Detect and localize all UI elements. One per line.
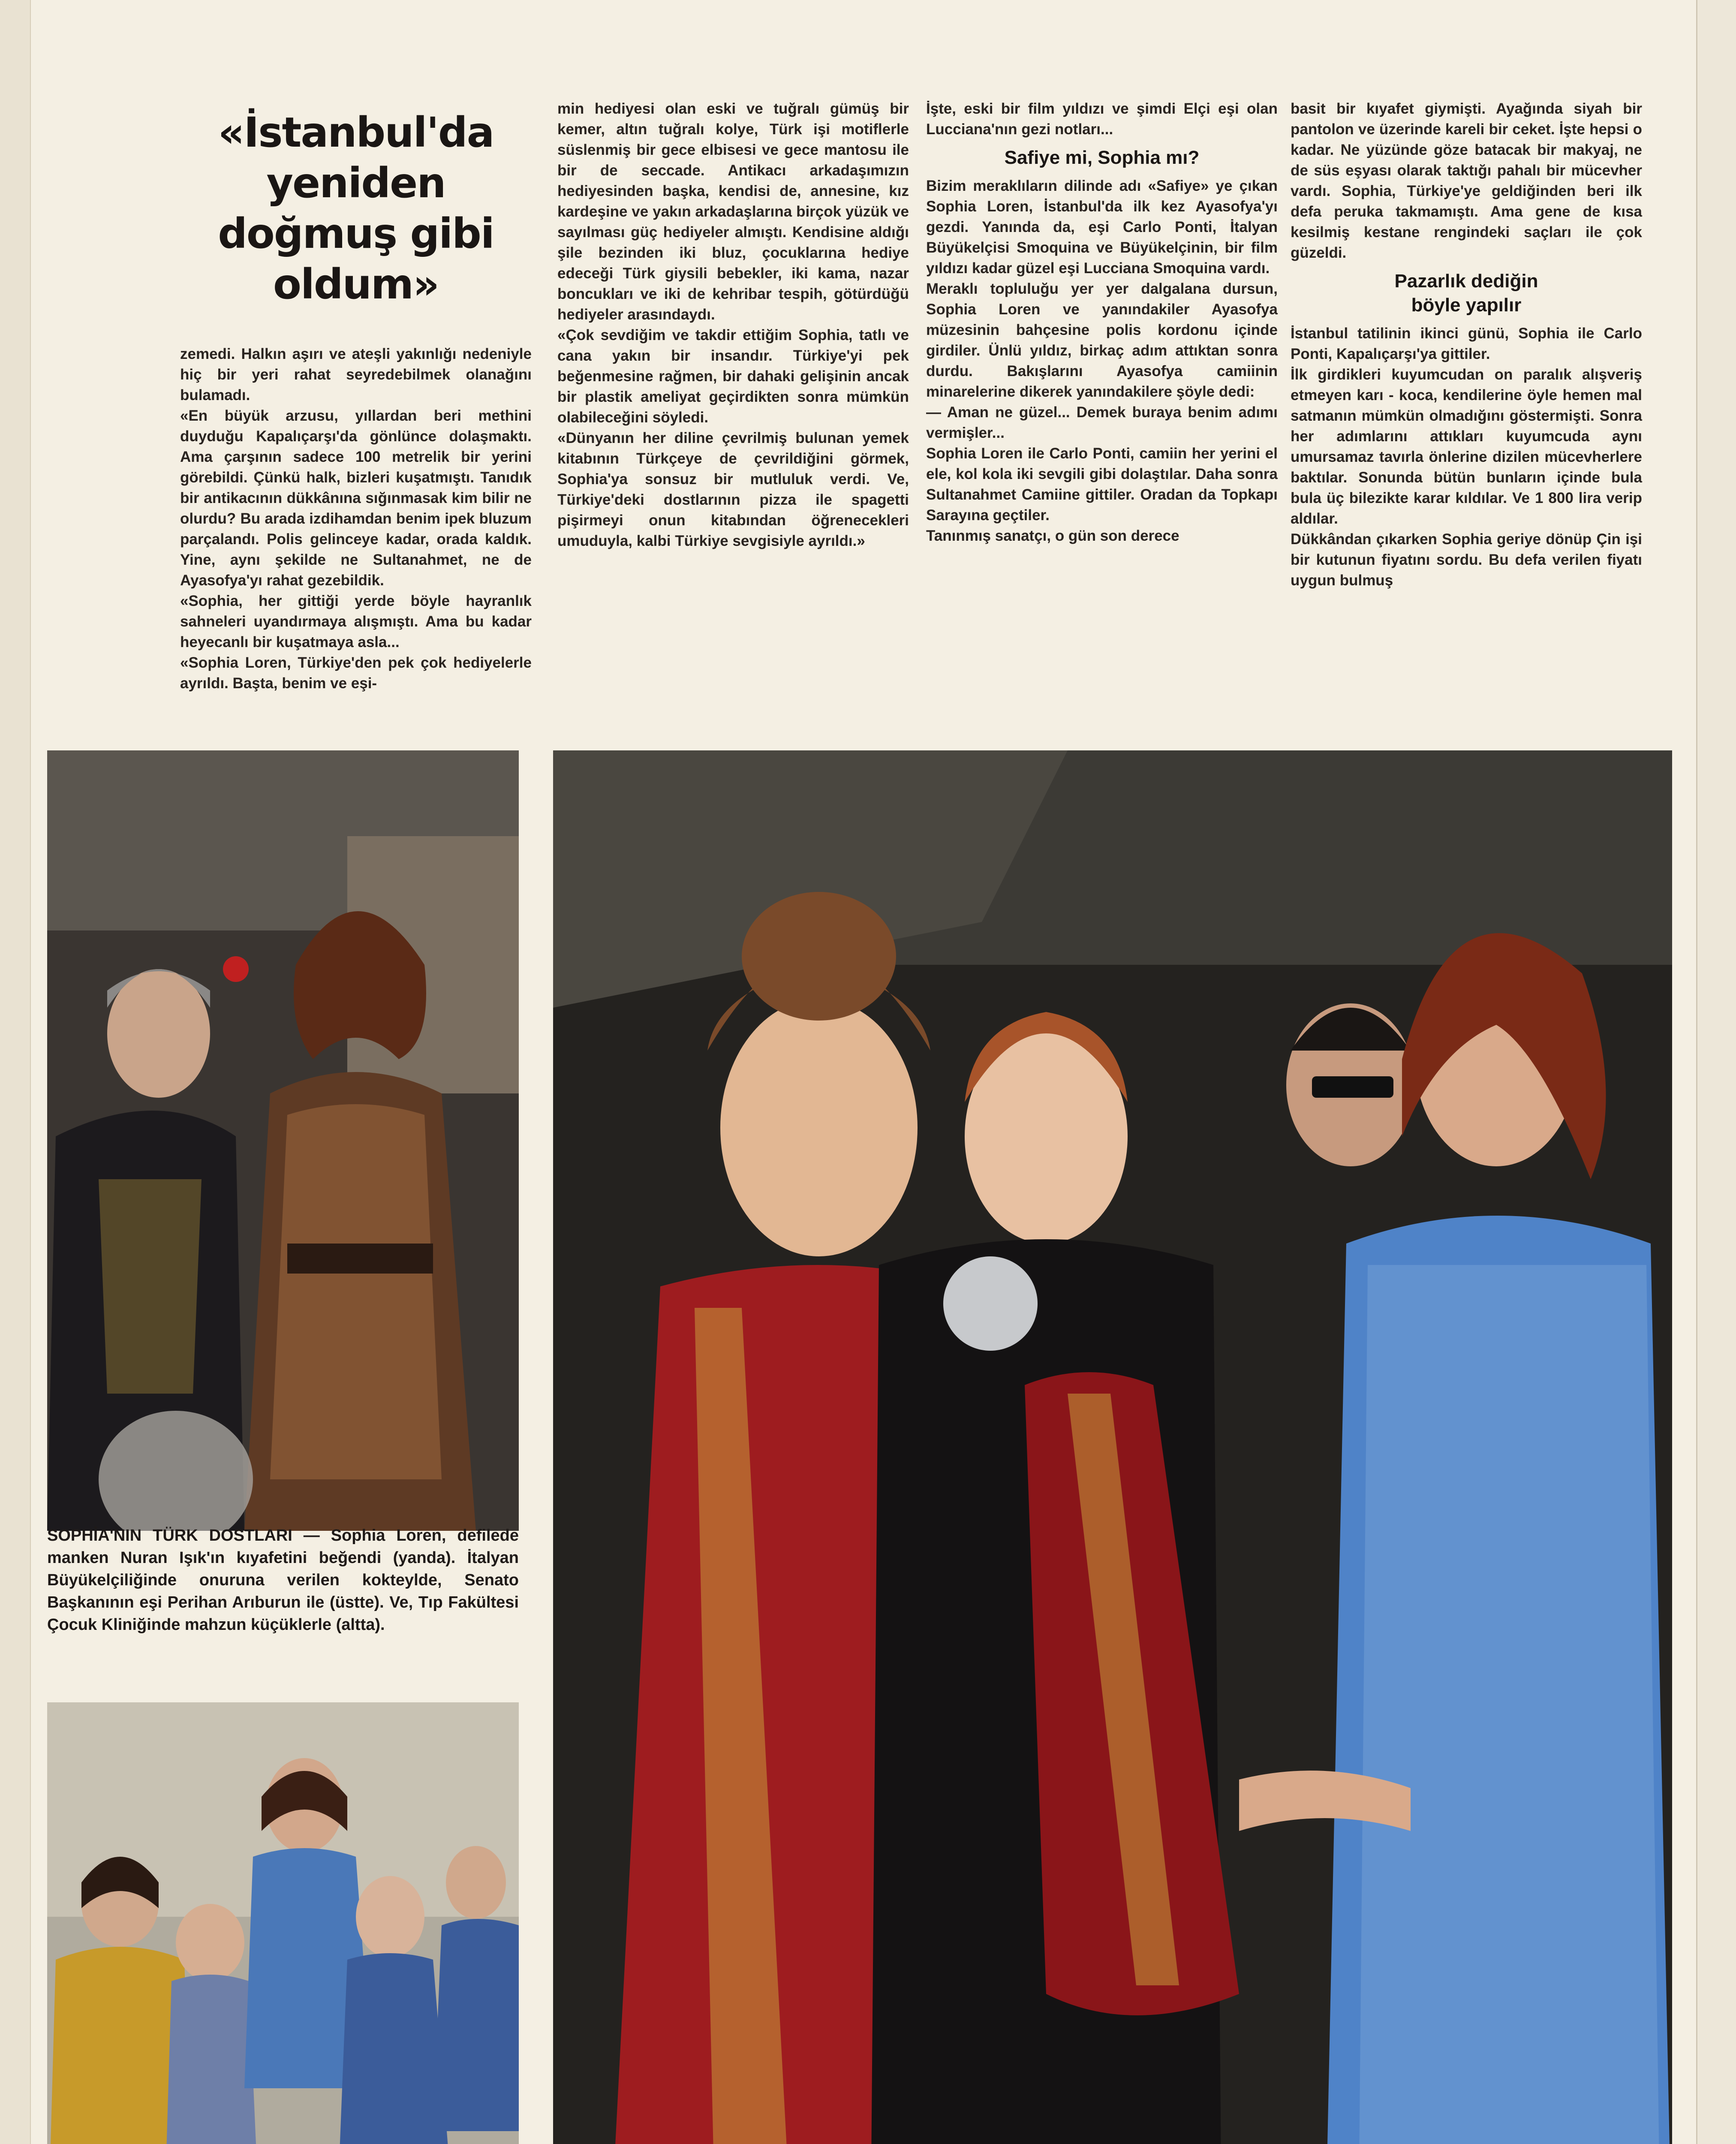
photo-fashion-image (553, 750, 1672, 2144)
paragraph: min hediyesi olan eski ve tuğralı gümüş bir kemer, altın tuğralı kolye, Türk işi motiflerle süslenmiş bir gece elbisesi ve gece mantosu ile bir de seccade. Antikacı arkadaşımızın hediyesinden başka, kendisi de, annesine, kız kardeşine ve yakın arkadaşlarına birçok yüzük ve sayılması güç hediyeler almıştı. Kendisine aldığı şile bezinden iki bluz, çocuklarına hediye edeceği Türk giysili bebekler, iki kama, nazar boncukları ve iki de kehribar tespih, götürdüğü hediyeler arasındaydı. (557, 100, 909, 323)
column-2 (557, 99, 909, 551)
paragraph: «En büyük arzusu, yıllardan beri methini duyduğu Kapalıçarşı'da gönlünce dolaşmaktı. Ama çarşının sadece 100 metrelik bir yerini görebildi. Çünkü halk, bizleri kuşatmıştı. Tanıdık bir antikacının dükkânına sığınmasak kim bilir ne olurdu? Bu arada izdihamdan benim ipek bluzum parçalandı. Polis gelinceye kadar, orada kaldık. Yine, aynı şekilde ne Sultanahmet, ne de Ayasofya'yı rahat gezebildik. (180, 407, 532, 589)
paragraph: İstanbul tatilinin ikinci günü, Sophia ile Carlo Ponti, Kapalıçarşı'ya gittiler. (1291, 325, 1642, 362)
photo-children-image (47, 1702, 519, 2144)
subhead-line-1: Pazarlık dediğin (1394, 271, 1538, 292)
paragraph: «Sophia Loren, Türkiye'den pek çok hediyelerle ayrıldı. Başta, benim ve eşi- (180, 654, 532, 692)
caption-lead: SOPHİA'NIN TÜRK DOSTLARI — (47, 1527, 331, 1545)
paragraph: «Dünyanın her diline çevrilmiş bulunan yemek kitabının Türkçeye de çevrildiğini görmek, Sophia'ya sonsuz bir mutluluk verdi. Ve, Türkiye'deki dostlarının pizza ile spagetti pişirmeyi onun kitabından öğrenecekleri umuduyla, kalbi Türkiye sevgisiyle ayrıldı.» (557, 430, 909, 549)
photo-cocktail (47, 750, 519, 1531)
paragraph: basit bir kıyafet giymişti. Ayağında siyah bir pantolon ve üzerinde kareli bir ceket. İşte hepsi o kadar. Ne yüzünde göze batacak bir makyaj, ne de süs eşyası olarak taktığı pahalı bir mücevher vardı. Sophia, Türkiye'ye geldiğinden beri ilk defa peruka takmamıştı. Ama gene de kısa kesilmiş kestane rengindeki saçları ile çok güzeldi. (1291, 100, 1642, 261)
paragraph: Dükkândan çıkarken Sophia geriye dönüp Çin işi bir kutunun fiyatını sordu. Bu defa verilen fiyatı uygun bulmuş (1291, 531, 1642, 589)
paragraph: İşte, eski bir film yıldızı ve şimdi Elçi eşi olan Lucciana'nın gezi notları... (926, 100, 1278, 138)
paragraph: Sophia Loren ile Carlo Ponti, camiin her yerini el ele, kol kola iki sevgili gibi dolaştılar. Daha sonra Sultanahmet Camiine gittiler. Oradan da Topkapı Sarayına geçtiler. (926, 445, 1278, 524)
paragraph: İlk girdikleri kuyumcudan on paralık alışveriş etmeyen karı - koca, kendilerine öyle hemen mal satmanın mümkün olmadığını göstermişti. Sonra her adımlarını attıkları kuyumcuda aynı umursamaz tavırla önlerine dizilen mücevherlere baktılar. Sonunda bütün bunların içinde bula bula üç bilezikte karar kıldılar. Ve 1 800 lira verip aldılar. (1291, 366, 1642, 527)
photo-fashion-show (553, 750, 1672, 2144)
photo-caption (47, 1524, 519, 1636)
photo-children-clinic (47, 1702, 519, 2144)
caption-body: Sophia Loren, defilede manken Nuran Işık'ın kıyafetini beğendi (yanda). İtalyan Büyükelçiliğinde onuruna verilen kokteylde, Senato Başkanının eşi Perihan Arıburun ile (üstte). Ve, Tıp Fakültesi Çocuk Kliniğinde mahzun küçüklerle (altta). (47, 1527, 519, 1634)
article-text (0, 69, 1736, 738)
column-3 (926, 99, 1278, 546)
paragraph: zemedi. Halkın aşırı ve ateşli yakınlığı nedeniyle hiç bir yeri rahat seyredebilmek olanağını bulamadı. (180, 346, 532, 404)
subhead-safiye: Safiye mi, Sophia mı? (1004, 147, 1200, 168)
headline-line-1: «İstanbul'da yeniden (218, 108, 494, 207)
column-1 (180, 69, 532, 694)
column-4 (1291, 99, 1642, 591)
paragraph: Tanınmış sanatçı, o gün son derece (926, 527, 1179, 544)
photo-cocktail-image (47, 750, 519, 1531)
paragraph: Bizim meraklıların dilinde adı «Safiye» ye çıkan Sophia Loren, İstanbul'da ilk kez Ayasofya'yı gezdi. Yanında da, eşi Carlo Ponti, İtalyan Büyükelçisi Smoquina ve Büyükelçinin, bir film yıldızı kadar güzel eşi Lucciana Smoquina vardı. (926, 178, 1278, 277)
subhead-line-2: böyle yapılır (1411, 295, 1522, 316)
headline (180, 107, 532, 310)
subhead-pazarlik (1291, 269, 1642, 317)
paragraph: «Çok sevdiğim ve takdir ettiğim Sophia, tatlı ve cana yakın bir insandır. Türkiye'yi pek beğenmesine rağmen, bir dahaki gelişinin ancak bir plastik ameliyat geçirdikten sonra mümkün olabileceğini söyledi. (557, 327, 909, 426)
headline-line-2: doğmuş gibi oldum» (218, 210, 494, 308)
paragraph: «Sophia, her gittiği yerde böyle hayranlık sahneleri uyandırmaya alışmıştı. Ama bu kadar heyecanlı bir kuşatmaya asla... (180, 593, 532, 650)
paragraph: Meraklı topluluğu yer yer dalgalana dursun, Sophia Loren ve yanındakiler Ayasofya müzesinin bahçesine polis kordonu içinde girdiler. Ünlü yıldız, birkaç adım attıktan sonra durdu. Bakışlarını Ayasofya camiinin minarelerine dikerek yanındakilere şöyle dedi: (926, 280, 1278, 400)
paragraph: — Aman ne güzel... Demek buraya benim adımı vermişler... (926, 404, 1278, 441)
